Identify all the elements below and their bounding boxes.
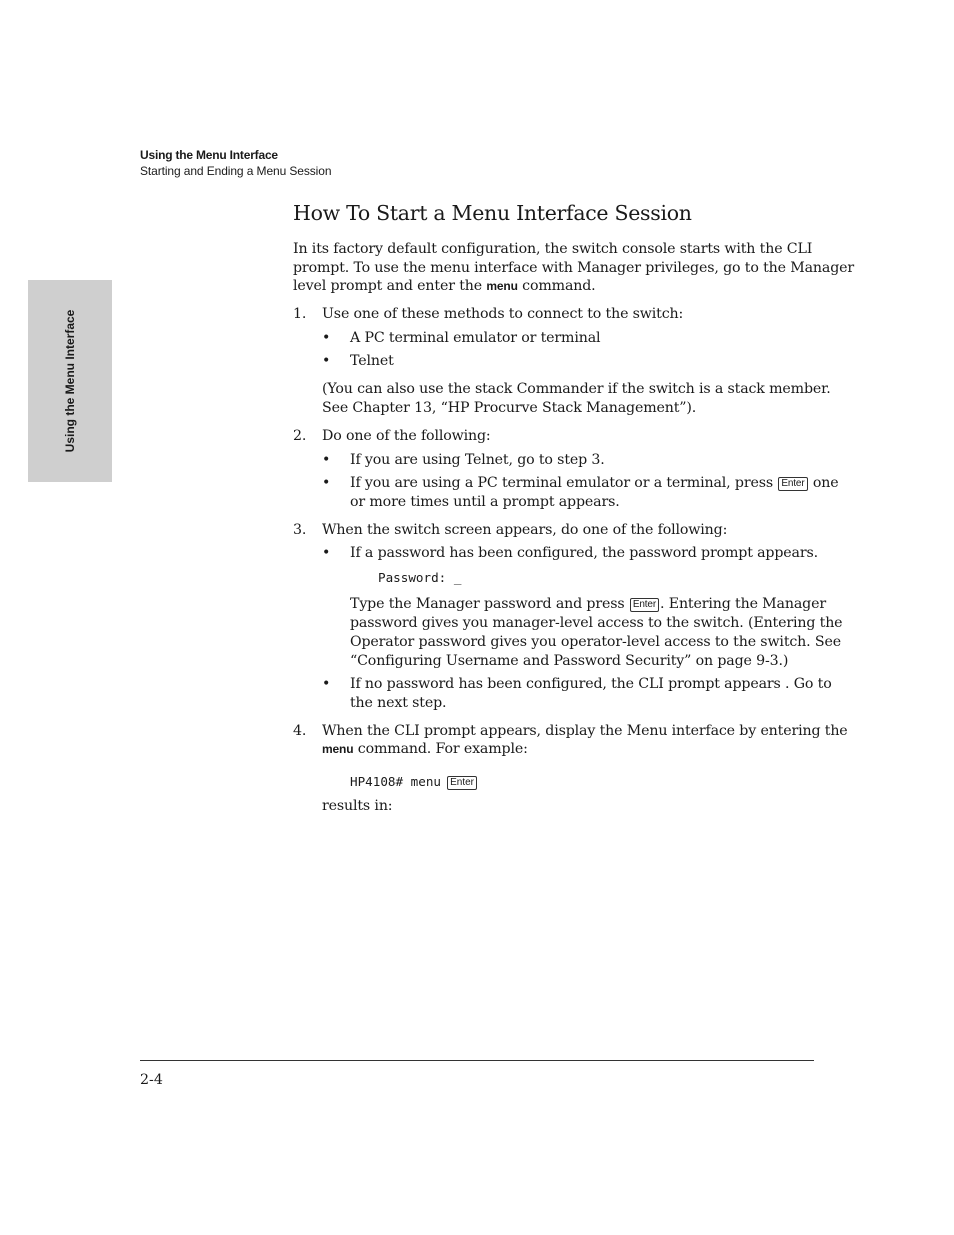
bullet-dot: • (322, 475, 331, 491)
step-2-bullet-b-end: one (812, 475, 839, 491)
footer-rule (140, 1060, 814, 1061)
step-3-number: 3. (293, 522, 307, 538)
step-1-bullet-a: A PC terminal emulator or terminal (350, 330, 601, 346)
bullet-dot: • (322, 676, 331, 692)
step-1-number: 1. (293, 306, 307, 322)
step-3-text: When the switch screen appears, do one of the following: (322, 522, 728, 538)
menu-command: menu (486, 279, 518, 293)
step-1-note-line-2: See Chapter 13, “HP Procurve Stack Management”). (322, 400, 697, 416)
intro-line-1: In its factory default configuration, the switch console starts with the CLI (293, 241, 813, 257)
step-3-bullet-b-line-2: the next step. (350, 695, 447, 711)
chapter-side-tab-label: Using the Menu Interface (63, 309, 77, 453)
step-3-bullet-b-line-1: If no password has been configured, the CLI prompt appears . Go to (350, 676, 832, 692)
step-1-note-line-1: (You can also use the stack Commander if the switch is a stack member. (322, 381, 831, 397)
step-3-bullet-a: If a password has been configured, the password prompt appears. (350, 545, 818, 561)
intro-line-3-text: level prompt and enter the (293, 278, 482, 294)
step-2-number: 2. (293, 428, 307, 444)
bullet-dot: • (322, 452, 331, 468)
step-3-type-text: Type the Manager password and press (350, 596, 625, 612)
running-header-title: Using the Menu Interface (140, 148, 278, 162)
step-2-bullet-a: If you are using Telnet, go to step 3. (350, 452, 605, 468)
bullet-dot: • (322, 330, 331, 346)
bullet-dot: • (322, 353, 331, 369)
enter-key-icon: Enter (447, 776, 477, 790)
step-2-bullet-b-line-1 (350, 474, 839, 493)
password-prompt-example: Password: _ (378, 570, 462, 585)
enter-key-icon: Enter (778, 477, 807, 491)
step-3-type-line-4: “Configuring Username and Password Security” on page 9-3.) (350, 653, 789, 669)
page-number: 2-4 (140, 1072, 163, 1088)
step-1-bullet-b: Telnet (350, 353, 394, 369)
results-in-text: results in: (322, 798, 393, 814)
intro-line-3 (293, 277, 596, 296)
step-3-type-line-2: password gives you manager-level access to the switch. (Entering the (350, 615, 843, 631)
step-4-number: 4. (293, 723, 307, 739)
step-3-type-end: . Entering the Manager (660, 596, 826, 612)
section-heading: How To Start a Menu Interface Session (293, 201, 692, 225)
step-3-type-line-3: Operator password gives you operator-level access to the switch. See (350, 634, 841, 650)
menu-command-example (350, 771, 478, 790)
step-2-bullet-b-line-2: or more times until a prompt appears. (350, 494, 620, 510)
intro-line-2: prompt. To use the menu interface with Manager privileges, go to the Manager (293, 260, 855, 276)
menu-command-example-text: HP4108# menu (350, 774, 441, 789)
step-4-line-2 (322, 740, 528, 759)
step-4-line-2-text: command. For example: (357, 741, 528, 757)
chapter-side-tab (28, 280, 112, 482)
enter-key-icon: Enter (630, 598, 659, 612)
running-header-subtitle: Starting and Ending a Menu Session (140, 164, 332, 178)
step-2-bullet-b-text: If you are using a PC terminal emulator or a terminal, press (350, 475, 773, 491)
menu-command: menu (322, 742, 354, 756)
bullet-dot: • (322, 545, 331, 561)
step-3-type-line-1 (350, 595, 826, 614)
step-2-text: Do one of the following: (322, 428, 491, 444)
step-4-line-1: When the CLI prompt appears, display the Menu interface by entering the (322, 723, 848, 739)
intro-line-3-end: command. (522, 278, 596, 294)
step-1-text: Use one of these methods to connect to the switch: (322, 306, 684, 322)
